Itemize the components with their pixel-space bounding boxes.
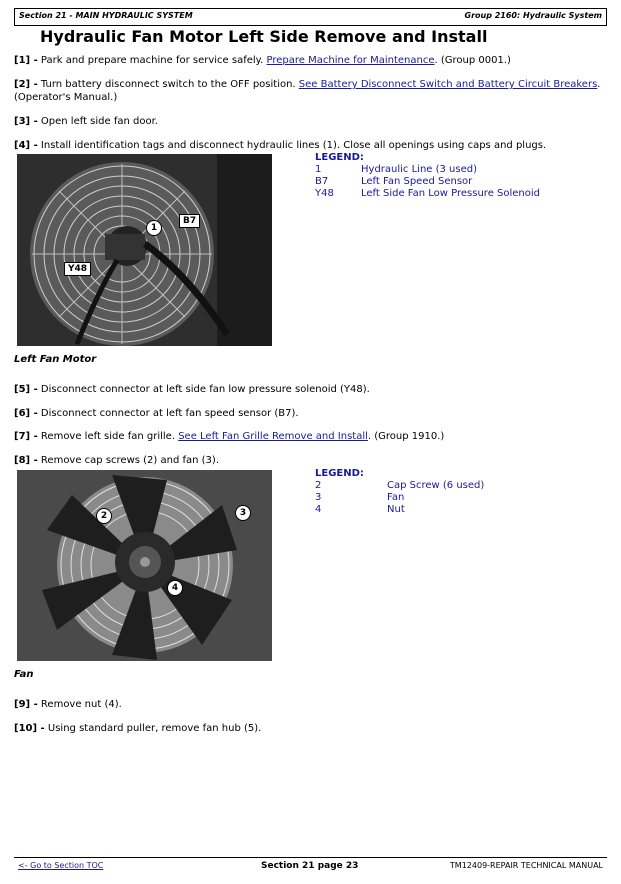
step-6 — [14, 407, 604, 420]
callout-y48: Y48 — [64, 262, 91, 276]
callout-1: 1 — [146, 220, 162, 236]
legend-key: 2 — [315, 480, 322, 491]
legend-row — [315, 480, 605, 492]
legend-title: LEGEND: — [315, 152, 364, 163]
callout-2: 2 — [96, 508, 112, 524]
legend-key: B7 — [315, 176, 329, 187]
step-4 — [14, 139, 604, 152]
step-number: [4] - — [14, 140, 38, 151]
prepare-machine-link[interactable]: Prepare Machine for Maintenance — [266, 55, 435, 66]
figure1-caption: Left Fan Motor — [14, 354, 97, 365]
fan-image — [17, 470, 272, 661]
step-5 — [14, 383, 604, 396]
legend-row — [315, 164, 605, 176]
legend-value: Left Side Fan Low Pressure Solenoid — [361, 188, 541, 199]
fan-motor-illustration — [17, 154, 272, 346]
page-number: Section 21 page 23 — [261, 861, 359, 871]
step-text: Park and prepare machine for service safely. — [40, 55, 264, 66]
step-text: Disconnect connector at left fan speed sensor (B7). — [40, 408, 299, 419]
step-suffix: . — [597, 79, 601, 90]
step-2 — [14, 78, 604, 104]
step-number: [1] - — [14, 55, 38, 66]
legend-row — [315, 492, 605, 504]
step-text: Remove cap screws (2) and fan (3). — [40, 455, 219, 466]
manual-title: TM12409-REPAIR TECHNICAL MANUAL — [449, 861, 603, 870]
step-number: [2] - — [14, 79, 38, 90]
section-label: Section 21 - MAIN HYDRAULIC SYSTEM — [19, 11, 193, 20]
page-header — [14, 8, 607, 26]
step-9 — [14, 698, 604, 711]
step-number: [3] - — [14, 116, 38, 127]
step-number: [8] - — [14, 455, 38, 466]
step-1 — [14, 54, 604, 67]
step-text: Disconnect connector at left side fan low pressure solenoid (Y48). — [40, 384, 370, 395]
step-text: Open left side fan door. — [40, 116, 158, 127]
step-suffix: . (Group 1910.) — [367, 431, 445, 442]
legend-value: Left Fan Speed Sensor — [361, 176, 473, 187]
page-footer — [14, 857, 607, 878]
legend-value: Fan — [387, 492, 405, 503]
step-number: [7] - — [14, 431, 38, 442]
step-text: Remove left side fan grille. — [40, 431, 176, 442]
group-label: Group 2160: Hydraulic System — [464, 11, 602, 20]
legend-key: 3 — [315, 492, 322, 503]
legend-key: Y48 — [315, 188, 334, 199]
section-toc-link[interactable]: <- Go to Section TOC — [18, 861, 104, 870]
step-10 — [14, 722, 604, 735]
callout-b7: B7 — [179, 214, 200, 228]
step-suffix: . (Group 0001.) — [434, 55, 511, 66]
legend-row — [315, 188, 605, 200]
legend-value: Cap Screw (6 used) — [387, 480, 485, 491]
fan-grille-link[interactable]: See Left Fan Grille Remove and Install — [178, 431, 368, 442]
figure2-caption: Fan — [14, 669, 34, 680]
step-3 — [14, 115, 604, 128]
left-fan-motor-image — [17, 154, 272, 346]
step-number: [9] - — [14, 699, 38, 710]
step-text-line2: (Operator's Manual.) — [14, 92, 118, 103]
legend-title: LEGEND: — [315, 468, 364, 479]
callout-4: 4 — [167, 580, 183, 596]
legend-row — [315, 176, 605, 188]
legend-key: 4 — [315, 504, 322, 515]
step-8 — [14, 454, 604, 467]
legend-row — [315, 504, 605, 516]
page-title: Hydraulic Fan Motor Left Side Remove and Install — [40, 27, 488, 46]
fan-illustration — [17, 470, 272, 661]
step-number: [10] - — [14, 723, 45, 734]
step-number: [6] - — [14, 408, 38, 419]
legend-value: Hydraulic Line (3 used) — [361, 164, 478, 175]
step-text: Remove nut (4). — [40, 699, 122, 710]
footer-left — [18, 861, 103, 870]
step-text: Turn battery disconnect switch to the OFF position. — [40, 79, 296, 90]
legend-figure2 — [315, 468, 605, 516]
step-7 — [14, 430, 604, 443]
legend-key: 1 — [315, 164, 322, 175]
step-text: Using standard puller, remove fan hub (5). — [47, 723, 262, 734]
legend-value: Nut — [387, 504, 405, 515]
legend-figure1 — [315, 152, 605, 200]
callout-3: 3 — [235, 505, 251, 521]
battery-disconnect-link[interactable]: See Battery Disconnect Switch and Battery Circuit Breakers — [298, 79, 598, 90]
step-text: Install identification tags and disconnect hydraulic lines (1). Close all openings using caps and plugs. — [40, 140, 547, 151]
step-number: [5] - — [14, 384, 38, 395]
